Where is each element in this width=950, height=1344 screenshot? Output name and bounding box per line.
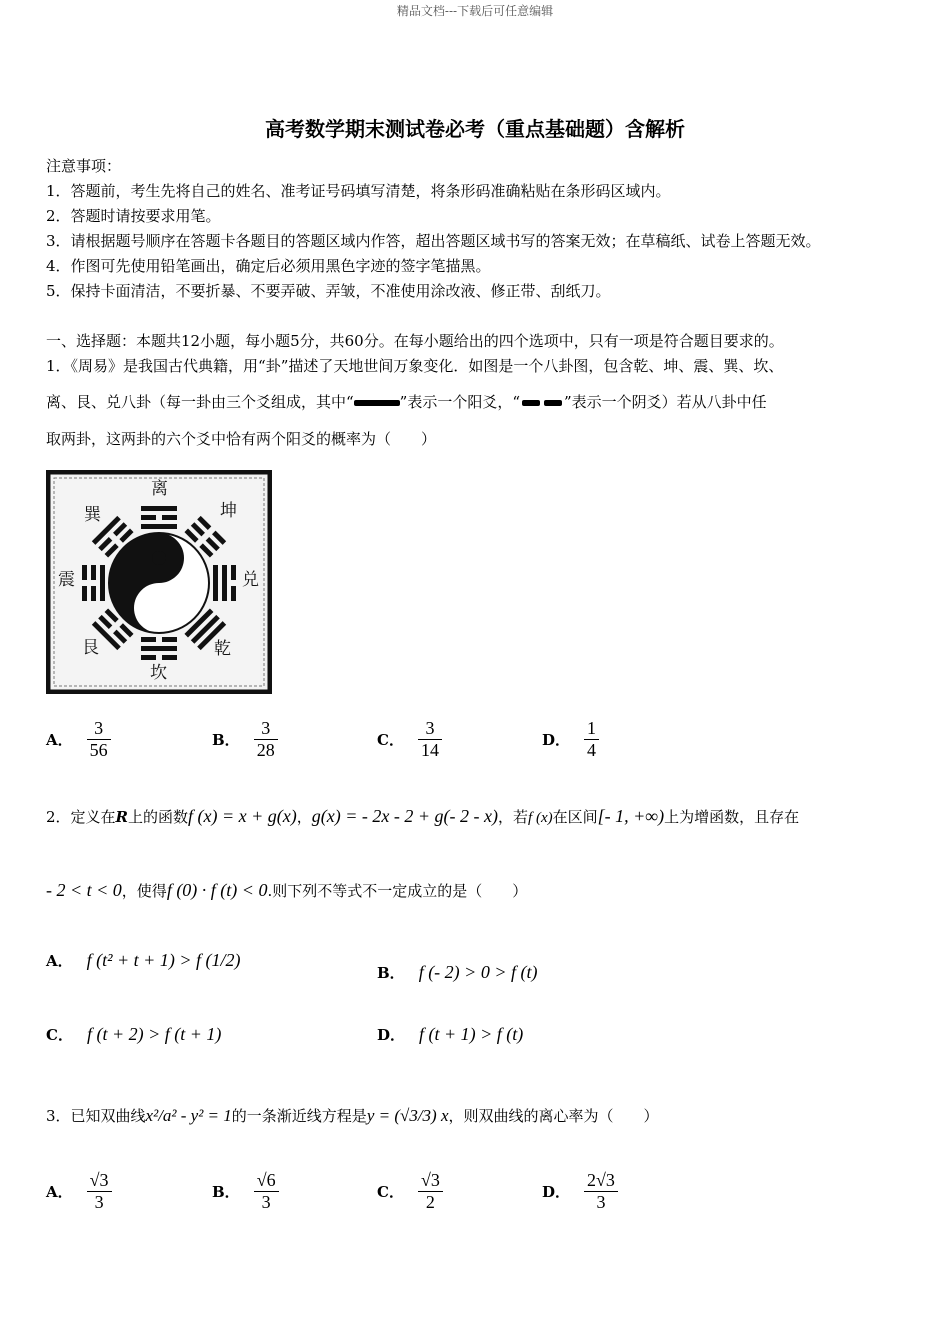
trigram-label-li: 离 [151, 479, 168, 499]
option-letter: B． [377, 964, 405, 982]
q2-interval: [- 1, +∞) [597, 806, 665, 826]
q2-t-range: - 2 < t < 0 [46, 880, 122, 900]
bagua-diagram [46, 470, 272, 694]
option-letter: D． [542, 1183, 571, 1201]
q2-text: 上的函数 [128, 808, 189, 826]
header-note: 精品文档---下载后可任意编辑 [396, 4, 554, 18]
trigram-label-zhen: 震 [58, 570, 75, 590]
q3-line [46, 1105, 659, 1126]
page-title: 高考数学期末测试卷必考（重点基础题）含解析 [265, 117, 685, 141]
q1-line3: 取两卦，这两卦的六个爻中恰有两个阳爻的概率为（ ） [46, 430, 437, 448]
note-item: 4．作图可先使用铅笔画出，确定后必须用黑色字迹的签字笔描黑。 [46, 257, 491, 275]
q3-text: ，则双曲线的离心率为（ ） [448, 1107, 659, 1125]
yin-line-icon [544, 400, 562, 406]
q2-text: 2．定义在 [46, 808, 116, 826]
q2-f-def: f (x) = x + g(x) [188, 806, 297, 826]
note-item: 5．保持卡面清洁，不要折暴、不要弄破、弄皱，不准使用涂改液、修正带、刮纸刀。 [46, 282, 611, 300]
note-item: 1．答题前，考生先将自己的姓名、准考证号码填写清楚，将条形码准确粘贴在条形码区域内。 [46, 182, 671, 200]
q2-line2 [46, 880, 527, 901]
q3-text: 的一条渐近线方程是 [231, 1107, 367, 1125]
q1-line2 [46, 391, 767, 412]
q1-line2c: ”表示一个阴爻）若从八卦中任 [564, 393, 767, 411]
q2-cond: f (0) · f (t) < 0 [166, 880, 268, 900]
q2-text: 上为增函数，且存在 [664, 808, 800, 826]
note-item: 3．请根据题号顺序在答题卡各题目的答题区域内作答，超出答题区域书写的答案无效；在草稿纸、试卷上答题无效。 [46, 232, 821, 250]
option-letter: A． [46, 1183, 73, 1201]
note-item: 2．答题时请按要求用笔。 [46, 207, 221, 225]
q2-option-b[interactable] [377, 962, 537, 983]
q3-hyperbola: x²/a² - y² = 1 [145, 1106, 232, 1125]
q1-option-c[interactable] [377, 718, 442, 761]
q2-text: .则下列不等式不一定成立的是（ ） [267, 882, 528, 900]
option-letter: A． [46, 952, 73, 970]
q1-line2a: 离、艮、兑八卦（每一卦由三个爻组成，其中“ [46, 393, 354, 411]
q1-line2b: ”表示一个阳爻，“ [399, 393, 521, 411]
option-letter: B． [212, 1183, 240, 1201]
q2-g-def: g(x) = - 2x - 2 + g(- 2 - x) [311, 806, 499, 826]
q2-option-d[interactable] [377, 1024, 523, 1045]
trigram-label-gen: 艮 [82, 638, 99, 658]
fraction: $\frac{√3}{2}$ [418, 1170, 443, 1213]
trigram-label-dui: 兑 [242, 570, 259, 590]
q1-line1: 1．《周易》是我国古代典籍，用“卦”描述了天地世间万象变化．如图是一个八卦图，包含乾、坤、震、巽、坎、 [46, 357, 784, 375]
q3-asymptote: y = (√3/3) x [366, 1106, 449, 1125]
option-letter: C． [377, 731, 404, 749]
q1-option-a[interactable] [46, 718, 111, 761]
q2-text: ，使得 [121, 882, 167, 900]
yin-line-icon [522, 400, 540, 406]
q2-text: ，若 [498, 808, 529, 826]
option-letter: D． [377, 1026, 406, 1044]
q1-option-b[interactable] [212, 718, 278, 761]
q2-option-c[interactable] [46, 1024, 221, 1045]
option-letter: B． [212, 731, 240, 749]
fraction: $\frac{√6}{3}$ [254, 1170, 279, 1213]
q2-R: R [115, 808, 129, 826]
q3-option-c[interactable] [377, 1170, 443, 1213]
q2-option-a[interactable] [46, 950, 240, 971]
trigram-label-kan: 坎 [150, 663, 167, 683]
fraction: $\frac{√3}{3}$ [87, 1170, 112, 1213]
fraction: $\frac{1}{4}$ [584, 718, 599, 761]
notes-heading: 注意事项： [46, 157, 122, 175]
option-expr: f (t + 1) > f (t) [419, 1024, 524, 1044]
trigram-label-kun: 坤 [220, 501, 237, 521]
q2-line1: 2．定义在R上的函数f (x) = x + g(x)，g(x) = - 2x - 2 + g(- 2 - x)，若f (x)在区间[- 1, +∞)上为增函数，且存在 [46, 806, 800, 826]
q3-text: 3．已知双曲线 [46, 1107, 146, 1125]
q2-text: 在区间 [552, 808, 598, 826]
q3-option-a[interactable] [46, 1170, 112, 1213]
q3-option-b[interactable] [212, 1170, 279, 1213]
q1-option-d[interactable] [542, 718, 599, 761]
section-heading: 一、选择题：本题共12小题，每小题5分，共60分。在每小题给出的四个选项中，只有一项是符合题目要求的。 [46, 332, 784, 350]
yang-line-icon [354, 400, 400, 406]
option-expr: f (- 2) > 0 > f (t) [418, 962, 538, 982]
trigram-label-xun: 巽 [84, 505, 101, 525]
option-letter: C． [46, 1026, 73, 1044]
trigram-label-qian: 乾 [214, 639, 231, 659]
q3-option-d[interactable] [542, 1170, 618, 1213]
option-expr: f (t² + t + 1) > f (1/2) [86, 950, 241, 970]
fraction: $\frac{3}{14}$ [418, 718, 442, 761]
option-letter: C． [377, 1183, 404, 1201]
fraction: $\frac{3}{28}$ [254, 718, 278, 761]
option-letter: D． [542, 731, 571, 749]
option-expr: f (t + 2) > f (t + 1) [86, 1024, 222, 1044]
fraction: $\frac{3}{56}$ [87, 718, 111, 761]
fraction: $\frac{2√3}{3}$ [584, 1170, 618, 1213]
q2-fx: f (x) [528, 810, 553, 826]
option-letter: A． [46, 731, 73, 749]
